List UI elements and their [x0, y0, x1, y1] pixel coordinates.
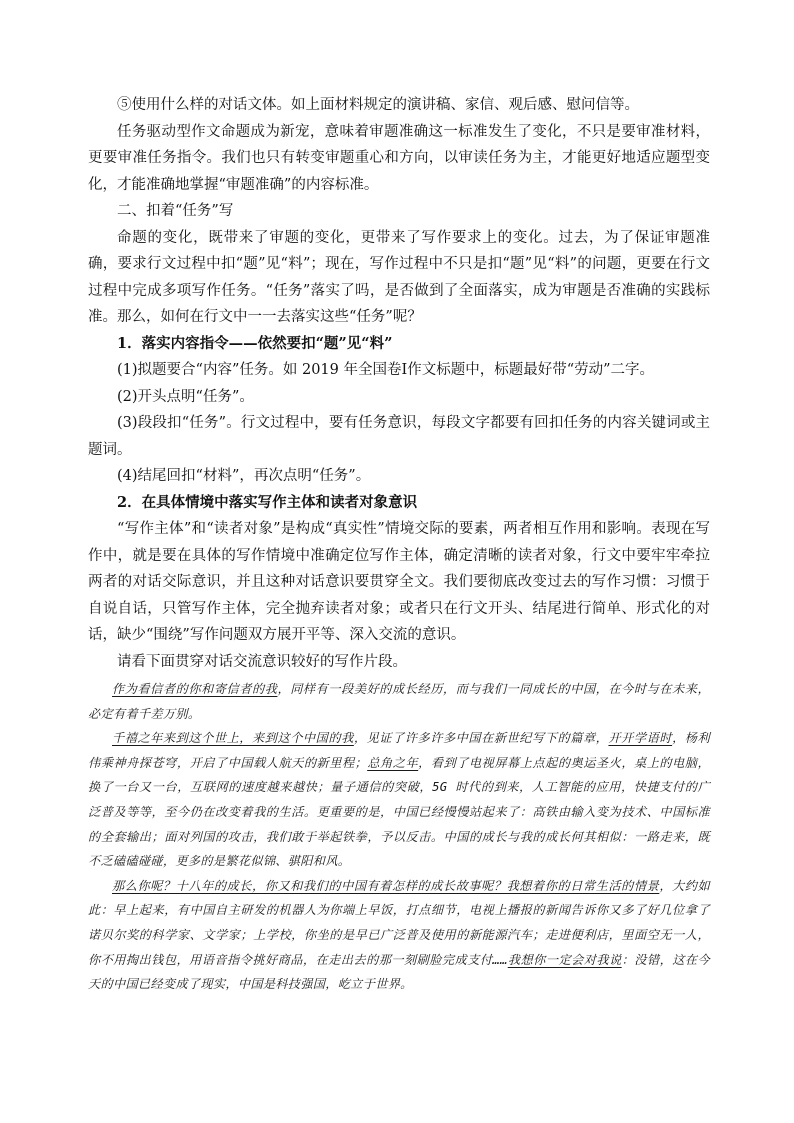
sample-text: ：没错，这在今天的中国已经变成了现实，中国是科技强国，屹立于世界。: [88, 952, 710, 992]
underlined-phrase: 作为看信者的你和寄信者的我: [112, 682, 278, 696]
sample-text: ，见证了许多许多中国在新世纪写下的篇章，: [353, 731, 609, 746]
underlined-phrase: 开开学语时: [608, 731, 673, 746]
heading-subject-reader: 2．在具体情境中落实写作主体和读者对象意识: [117, 493, 418, 511]
list-item-paragraphs: (3)段段扣“任务”。行文过程中，要有任务意识，每段文字都要有回扣任务的内容关键词或主题词。: [88, 415, 710, 458]
underlined-phrase: 千禧之年来到这个世上，来到这个中国的我: [112, 731, 354, 746]
list-item-ending: (4)结尾回扣“材料”，再次点明“任务”。: [117, 468, 371, 484]
list-item-title: (1)拟题要合“内容”任务。如 2019 年全国卷Ⅰ作文标题中，标题最好带“劳动”二字。: [117, 362, 655, 378]
document-body: [88, 92, 710, 997]
underlined-phrase: 那么你呢？十八年的成长，你又和我们的中国有着怎样的成长故事呢？我想着你的日常生活的情景: [112, 878, 660, 893]
heading-content-instruction: 1．落实内容指令——依然要扣“题”见“料”: [117, 334, 393, 352]
paragraph-subject-reader: “写作主体”和“读者对象”是构成“真实性”情境交际的要素，两者相互作用和影响。表现在写作中，就是要在具体的写作情境中准确定位写作主体，确定清晰的读者对象，行文中要牢牢牵拉两者的对话交际意识，并且这种对话意识要贯穿全文。我们要彻底改变过去的写作习惯：习惯于自说自话，只管写作主体，完全抛弃读者对象；或者只在行文开头、结尾进行简单、形式化的对话，缺少“围绕”写作问题双方展开平等、深入交流的意识。: [88, 521, 710, 643]
list-item-opening: (2)开头点明“任务”。: [117, 388, 254, 405]
sample-text: ，大约如此：早上起来，有中国自主研发的机器人为你端上早饭，打点细节，电视上播报的新闻告诉你又多了好几位拿了诺贝尔奖的科学家、文学家；上学校，你坐的是早已广泛普及使用的新能源汽车；走进便利店，里面空无一人，你不用掏出钱包，用语音指令挑好商品，在走出去的那一刻刷脸完成支付……: [88, 878, 711, 967]
sample-paragraph-2: [88, 726, 710, 874]
underlined-phrase: 总角之年: [367, 755, 419, 770]
sample-paragraph-1: [88, 677, 710, 726]
sample-text: ，看到了电视屏幕上点起的奥运圣火，桌上的电脑，换了一台又一台，互联网的速度越来越快；量子通信的突破，5G 时代的到来，人工智能的应用，快捷支付的广泛普及等等，至今仍在改变着我的生活。更重要的是，中国已经慢慢站起来了：高铁由输入变为技术、中国标准的全套输出；面对列国的攻击，我们敢于举起铁拳，予以反击。中国的成长与我的成长何其相似：一路走来，既不乏磕磕碰碰，更多的是繁花似锦、骐阳和风。: [88, 755, 710, 869]
paragraph-sample-intro: 请看下面贯穿对话交流意识较好的写作片段。: [117, 653, 407, 670]
underlined-phrase: 我想你一定会对我说: [507, 952, 622, 967]
sample-paragraph-3: [88, 874, 710, 997]
paragraph-topic-change: 命题的变化，既带来了审题的变化，更带来了写作要求上的变化。过去，为了保证审题准确，要求行文过程中扣“题”见“料”；现在，写作过程中不只是扣“题”见“料”的问题，更要在行文过程中完成多项写作任务。“任务”落实了吗，是否做到了全面落实，成为审题是否准确的实践标准。那么，如何在行文中一一去落实这些“任务”呢？: [88, 229, 710, 325]
sample-text: ，杨利伟乘神舟探苍穹，开启了中国载人航天的新里程；: [88, 731, 711, 770]
heading-follow-task: 二、扣着“任务”写: [117, 203, 234, 219]
paragraph-dialogue-style: ⑤使用什么样的对话文体。如上面材料规定的演讲稿、家信、观后感、慰问信等。: [117, 97, 639, 113]
paragraph-task-driven: 任务驱动型作文命题成为新宠，意味着审题准确这一标准发生了变化，不只是要审准材料，更要审准任务指令。我们也只有转变审题重心和方向，以审读任务为主，才能更好地适应题型变化，才能准确地掌握“审题准确”的内容标准。: [88, 123, 710, 193]
sample-text: ，同样有一段美好的成长经历，而与我们一同成长的中国，在今时与在未来，必定有着千差万别。: [88, 682, 710, 721]
